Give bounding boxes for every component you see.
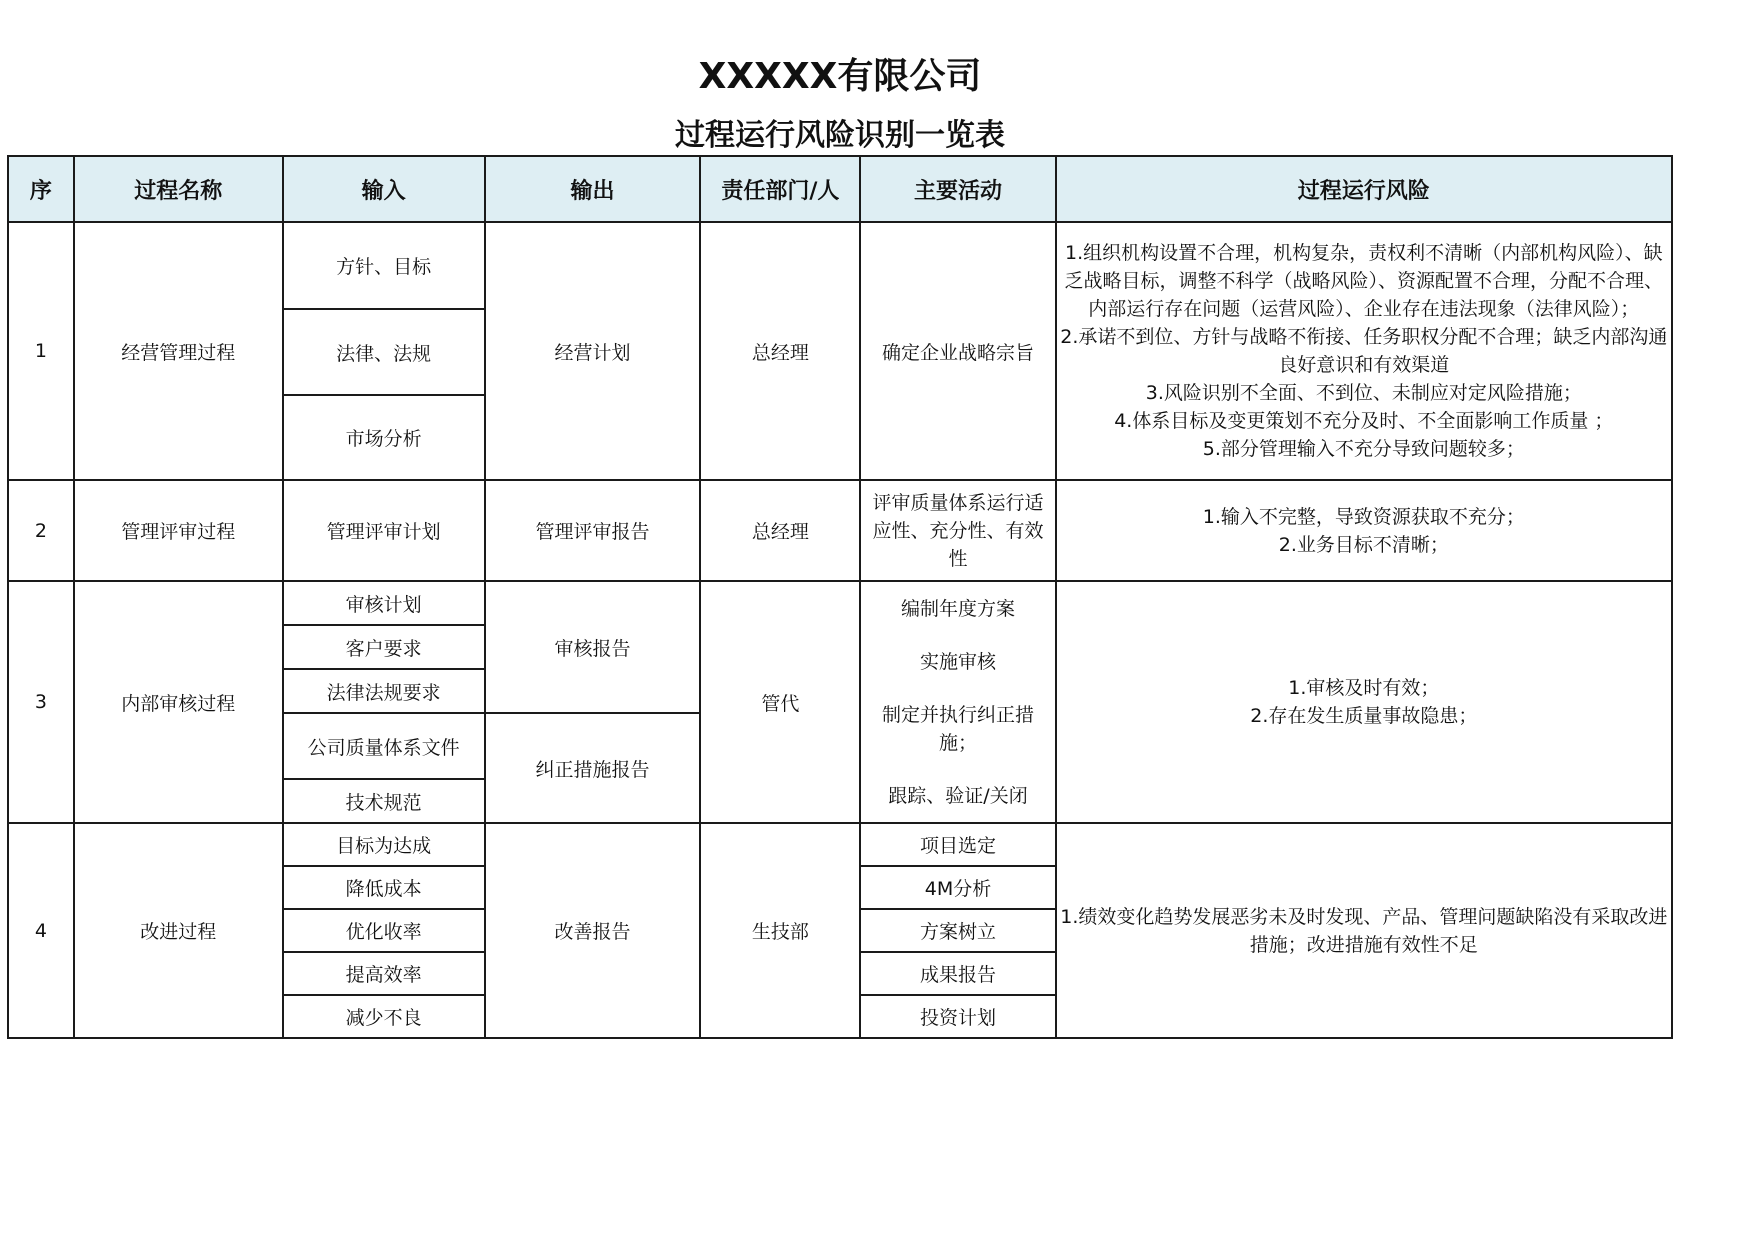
row-owner: 总经理 bbox=[700, 480, 860, 581]
row-owner: 管代 bbox=[700, 581, 860, 823]
table-header-row bbox=[8, 156, 1672, 222]
col-header-no: 序 bbox=[8, 156, 74, 222]
table-row bbox=[8, 581, 1672, 625]
risk-line: 2.承诺不到位、方针与战略不衔接、任务职权分配不合理；缺乏内部沟通良好意识和有效渠道 bbox=[1060, 326, 1668, 376]
row-activity: 确定企业战略宗旨 bbox=[860, 222, 1055, 480]
row-activity bbox=[860, 480, 1055, 581]
row-process: 改进过程 bbox=[74, 823, 283, 1038]
row-no: 1 bbox=[8, 222, 74, 480]
row-risk bbox=[1056, 480, 1672, 581]
row-input: 客户要求 bbox=[283, 625, 485, 669]
risk-line: 1.输入不完整，导致资源获取不充分； bbox=[1202, 505, 1525, 528]
row-input: 审核计划 bbox=[283, 581, 485, 625]
row-activity: 方案树立 bbox=[860, 909, 1055, 952]
row-input: 技术规范 bbox=[283, 779, 485, 823]
risk-line: 1.组织机构设置不合理，机构复杂，责权利不清晰（内部机构风险）、缺乏战略目标，调整不科学（战略风险）、资源配置不合理，分配不合理、内部运行存在问题（运营风险）、企业存在违法现象（法律风险）； bbox=[1064, 242, 1664, 320]
table-row bbox=[8, 823, 1672, 866]
page-title: 过程运行风险识别一览表 bbox=[675, 118, 1005, 153]
col-header-owner: 责任部门/人 bbox=[700, 156, 860, 222]
col-header-activity: 主要活动 bbox=[860, 156, 1055, 222]
row-input: 公司质量体系文件 bbox=[283, 713, 485, 779]
col-header-output: 输出 bbox=[485, 156, 701, 222]
row-activity: 4M分析 bbox=[860, 866, 1055, 909]
activity-item: 制定并执行纠正措施； bbox=[881, 703, 1034, 754]
row-input: 法律法规要求 bbox=[283, 669, 485, 713]
risk-line: 2.存在发生质量事故隐患； bbox=[1250, 705, 1478, 727]
col-header-input: 输入 bbox=[283, 156, 485, 222]
row-activity bbox=[860, 581, 1055, 823]
row-process: 经营管理过程 bbox=[74, 222, 283, 480]
row-input: 市场分析 bbox=[283, 395, 485, 480]
activity-item: 跟踪、验证/关闭 bbox=[888, 784, 1028, 807]
company-name: XXXXX有限公司 bbox=[698, 56, 982, 97]
row-owner: 生技部 bbox=[700, 823, 860, 1038]
activity-list bbox=[861, 582, 1054, 822]
row-input: 减少不良 bbox=[283, 995, 485, 1038]
activity-text: 评审质量体系运行适应性、充分性、有效性 bbox=[872, 491, 1044, 570]
row-risk bbox=[1056, 581, 1672, 823]
row-output: 改善报告 bbox=[485, 823, 701, 1038]
row-input: 提高效率 bbox=[283, 952, 485, 995]
row-input: 优化收率 bbox=[283, 909, 485, 952]
row-process: 内部审核过程 bbox=[74, 581, 283, 823]
row-risk bbox=[1056, 823, 1672, 1038]
row-activity: 项目选定 bbox=[860, 823, 1055, 866]
col-header-risk: 过程运行风险 bbox=[1056, 156, 1672, 222]
row-risk bbox=[1056, 222, 1672, 480]
row-output: 纠正措施报告 bbox=[485, 713, 701, 823]
risk-line: 2.业务目标不清晰； bbox=[1278, 533, 1449, 556]
col-header-process: 过程名称 bbox=[74, 156, 283, 222]
risk-line: 4.体系目标及变更策划不充分及时、不全面影响工作质量 ； bbox=[1114, 410, 1614, 432]
row-output: 审核报告 bbox=[485, 581, 701, 713]
row-activity: 投资计划 bbox=[860, 995, 1055, 1038]
row-input: 方针、目标 bbox=[283, 222, 485, 309]
row-no: 3 bbox=[8, 581, 74, 823]
row-input: 管理评审计划 bbox=[283, 480, 485, 581]
row-activity: 成果报告 bbox=[860, 952, 1055, 995]
risk-line: 5.部分管理输入不充分导致问题较多； bbox=[1202, 438, 1525, 460]
table-row bbox=[8, 222, 1672, 309]
row-input: 法律、法规 bbox=[283, 309, 485, 395]
row-owner: 总经理 bbox=[700, 222, 860, 480]
activity-item: 编制年度方案 bbox=[900, 597, 1015, 620]
row-output: 经营计划 bbox=[485, 222, 701, 480]
risk-line: 1.绩效变化趋势发展恶劣未及时发现、产品、管理问题缺陷没有采取改进措施；改进措施有效性不足 bbox=[1060, 905, 1668, 956]
row-process: 管理评审过程 bbox=[74, 480, 283, 581]
risk-line: 3.风险识别不全面、不到位、未制应对定风险措施； bbox=[1145, 382, 1582, 404]
table-row bbox=[8, 480, 1672, 581]
row-output: 管理评审报告 bbox=[485, 480, 701, 581]
activity-item: 实施审核 bbox=[919, 650, 996, 673]
row-input: 目标为达成 bbox=[283, 823, 485, 866]
risk-line: 1.审核及时有效； bbox=[1288, 677, 1440, 699]
row-no: 2 bbox=[8, 480, 74, 581]
row-no: 4 bbox=[8, 823, 74, 1038]
risk-table bbox=[7, 155, 1673, 1039]
row-input: 降低成本 bbox=[283, 866, 485, 909]
